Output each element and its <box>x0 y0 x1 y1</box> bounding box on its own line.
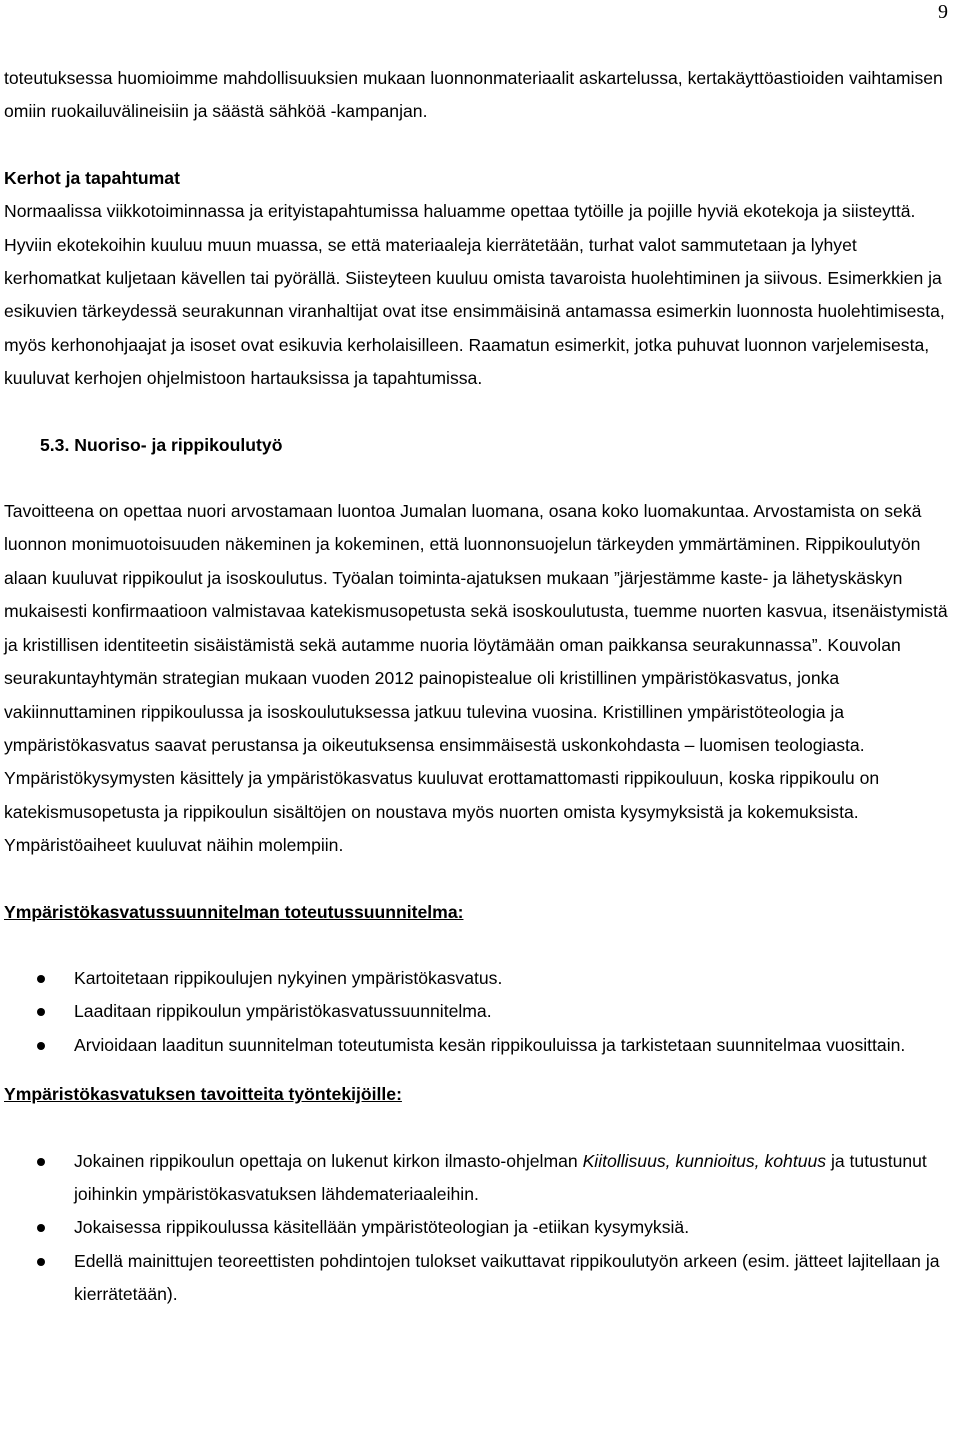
list-item <box>4 962 956 995</box>
list-item-text: Laaditaan rippikoulun ympäristökasvatussuunnitelma. <box>74 1001 492 1022</box>
section-paragraph: Tavoitteena on opettaa nuori arvostamaan luontoa Jumalan luomana, osana koko luomakuntaa. Arvostamista on sekä luonnon monimuotoisuuden näkeminen ja kokeminen, että luonnonsuojelun tärkeyden ymmärtäminen. Rippikoulutyön alaan kuuluvat rippikoulut ja isoskoulutus. Työalan toiminta-ajatuksen mukaan ”järjestämme kaste- ja lähetyskäskyn mukaisesti konfirmaatioon valmistavaa katekismusopetusta sekä isoskoulutusta, tuemme nuorten kasvua, itsenäistymistä ja kristillisen identiteetin sisäistämistä sekä autamme nuoria löytämään oman paikkansa seurakunnassa”. Kouvolan seurakuntayhtymän strategian mukaan vuoden 2012 painopistealue oli kristillinen ympäristökasvatus, jonka vakiinnuttaminen rippikoulussa ja isoskoulutuksessa jatkuu tulevina vuosina. Kristillinen ympäristöteologia ja ympäristökasvatus saavat perustansa ja oikeutuksensa ensimmäisestä uskonkohdasta – luomisen teologiasta. Ympäristökysymysten käsittely ja ympäristökasvatus kuuluvat erottamattomasti rippikouluun, koska rippikoulu on katekismusopetusta ja rippikoulun sisältöjen on noustava myös nuorten omista kysymyksistä ja kokemuksista. Ympäristöaiheet kuuluvat näihin molempiin. <box>4 501 948 856</box>
bullet-icon <box>37 1042 45 1050</box>
list-item-text: Kartoitetaan rippikoulujen nykyinen ympäristökasvatus. <box>74 967 503 988</box>
section-number: 5.3. <box>40 434 70 455</box>
list-item-text: Edellä mainittujen teoreettisten pohdintojen tulokset vaikuttavat rippikoulutyön arkeen (esim. jätteet lajitellaan ja kierrätetään). <box>74 1250 940 1305</box>
list-item <box>4 1211 956 1244</box>
list-item-text-before: Jokainen rippikoulun opettaja on lukenut kirkon ilmasto-ohjelman <box>74 1150 583 1171</box>
section-title: Nuoriso- ja rippikoulutyö <box>74 434 283 455</box>
list-item <box>4 995 956 1028</box>
list-item-text: Arvioidaan laaditun suunnitelman toteutumista kesän rippikouluissa ja tarkistetaan suunnitelmaa vuosittain. <box>74 1034 906 1055</box>
document-body <box>4 62 956 1312</box>
program-name: Kiitollisuus, kunnioitus, kohtuus <box>582 1150 827 1171</box>
bullet-icon <box>37 1008 45 1016</box>
goals-heading: Ympäristökasvatuksen tavoitteita työntekijöille: <box>4 1084 402 1105</box>
kerhot-heading: Kerhot ja tapahtumat <box>4 167 180 188</box>
list-item <box>4 1245 956 1312</box>
goals-list <box>4 1145 956 1312</box>
bullet-icon <box>37 1224 45 1232</box>
list-item-text-after: ja tutustunut joihinkin ympäristökasvatuksen lähdemateriaaleihin. <box>74 1150 927 1204</box>
bullet-icon <box>37 1158 45 1166</box>
list-item <box>4 1029 956 1062</box>
kerhot-paragraph: Normaalissa viikkotoiminnassa ja erityistapahtumissa haluamme opettaa tytöille ja pojille hyviä ekotekoja ja siisteyttä. Hyviin ekotekoihin kuuluu muun muassa, se että materiaaleja kierrätetään, turhat valot sammutetaan ja lyhyet kerhomatkat kuljetaan kävellen tai pyörällä. Siisteyteen kuuluu omista tavaroista huolehtiminen ja siivous. Esimerkkien ja esikuvien tärkeydessä seurakunnan viranhaltijat ovat itse ensimmäisinä antamassa esimerkin luonnosta huolehtimisesta, myös kerhonohjaajat ja isoset ovat esikuvia kerholaisilleen. Raamatun esimerkit, jotka puhuvat luonnon varjelemisesta, kuuluvat kerhojen ohjelmistoon hartauksissa ja tapahtumissa. <box>4 201 945 389</box>
bullet-icon <box>37 1258 45 1266</box>
section-heading <box>4 429 956 462</box>
list-item <box>4 1145 956 1212</box>
list-item-text: Jokaisessa rippikoulussa käsitellään ympäristöteologian ja -etiikan kysymyksiä. <box>74 1217 690 1238</box>
page-number: 9 <box>938 1 948 23</box>
bullet-icon <box>37 975 45 983</box>
plan-heading: Ympäristökasvatussuunnitelman toteutussuunnitelma: <box>4 901 464 922</box>
intro-paragraph: toteutuksessa huomioimme mahdollisuuksien mukaan luonnonmateriaalit askartelussa, kertakäyttöastioiden vaihtamisen omiin ruokailuvälineisiin ja säästä sähköä -kampanjan. <box>4 68 943 122</box>
plan-list <box>4 962 956 1062</box>
